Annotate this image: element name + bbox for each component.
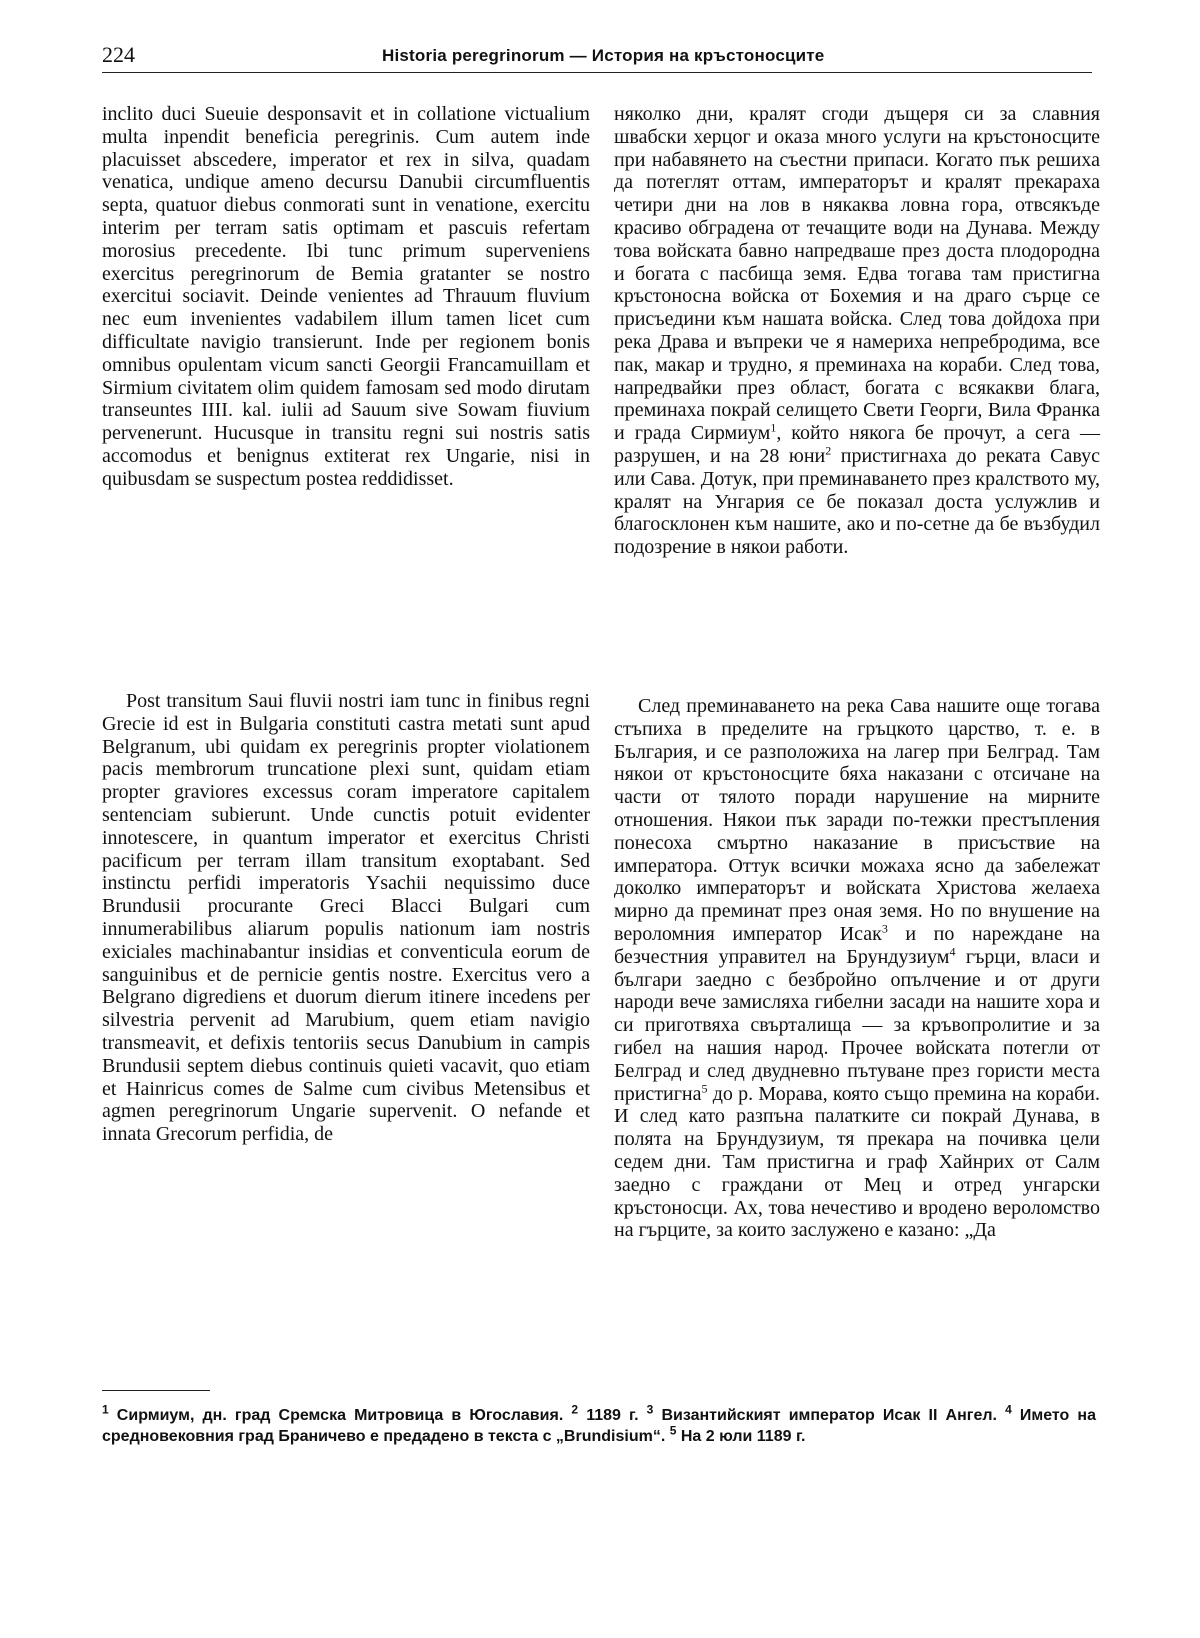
running-title: Historia peregrinorum — История на кръстоносците — [382, 46, 825, 65]
footnote-1: Сирмиум, дн. град Сремска Митровица в Югославия. — [108, 1407, 572, 1424]
header-rule — [102, 72, 1092, 73]
footnote-3: Византийският император Исак II Ангел. — [653, 1407, 1006, 1424]
bulgarian-column-paragraph-2 — [614, 695, 1100, 1242]
bg-p1-text-c: пристигнаха до реката Савус или Сава. Дотук, при преминаването през кралството му, кралят на Унгария се бе показал доста услужлив и благосклонен към нашите, ако и по-сетне да бе възбудил подозрение в някои работи. — [614, 444, 1100, 559]
bulgarian-paragraph-2 — [614, 695, 1100, 1242]
latin-paragraph-2: Post transitum Saui fluvii nostri iam tunc in finibus regni Grecie id est in Bulgaria constituti castra metati sunt apud Belgranum, ubi quidam ex peregrinis propter violationem pacis membrorum truncatione plexi sunt, quidam etiam propter graviores excessus coram imperatore capitalem sentenciam subierunt. Unde cunctis potuit evidenter innotescere, in quantum imperator et exercitus Christi pacificum per terram illam transitum exoptabant. Sed instinctu perfidi imperatoris Ysachii nequissimo duce Brundusii procurante Greci Blacci Bulgari cum innumerabilibus aliarum populis nationum iam nostris exiciales machinabantur insidias et conventicula eorum de sanguinibus et de pernicie gentis nostre. Exercitus vero a Belgrano digrediens et duorum dierum itinere incedens per silvestria pervenit ad Marubium, quem etiam navigio transmeavit, et defixis tentoriis secus Danubium in campis Brundusii septem diebus continuis quieti vacavit, quo etiam et Hainricus comes de Salme cum civibus Metensibus et agmen peregrinorum Ungarie supervenit. O nefande et innata Grecorum perfidia, de — [102, 690, 590, 1146]
bg-p2-text-c: гърци, власи и българи заедно с безбройно опълчение и от други народи вече замисляха гибелни засади на нашите хора и си приготвяха свърталища — за кръвопролитие и за гибел на нашия народ. Прочее войската потегли от Белград и след двудневно пътуване през гористи места пристигна — [614, 945, 1100, 1105]
latin-column-paragraph-1 — [102, 103, 590, 491]
page-number: 224 — [102, 42, 135, 67]
bulgarian-paragraph-1 — [614, 103, 1100, 559]
footnote-ref-2: 2 — [825, 443, 832, 458]
footnote-4: Името на средновековния град Браничево е предадено в текста с „Brundisium“. — [102, 1407, 1096, 1445]
bg-p2-text-b: и по нареждане на безчестния управител на Брундузиум — [614, 922, 1100, 968]
bulgarian-column-paragraph-1 — [614, 103, 1100, 559]
footnote-number-5: 5 — [669, 1423, 677, 1438]
bg-p2-text-d: до р. Морава, която също премина на кораби. И след като разпъна палатките си покрай Дунава, в полята на Брундузиум, тя прекара на почивка цели седем дни. Там пристигна и граф Хайнрих от Салм заедно с граждани от Мец и отред унгарски кръстоносци. Ах, това нечестиво и вродено вероломство на гърците, за които заслужено е казано: „Да — [614, 1082, 1100, 1242]
footnote-number-2: 2 — [571, 1402, 579, 1417]
footnote-ref-5: 5 — [701, 1080, 708, 1095]
footnote-number-4: 4 — [1005, 1402, 1012, 1417]
footnote-number-3: 3 — [646, 1402, 654, 1417]
footnote-rule — [102, 1390, 210, 1391]
footnote-number-1: 1 — [102, 1402, 109, 1417]
bg-p1-text-b: , който някога бе прочут, а сега — разрушен, и на 28 юни — [614, 422, 1101, 467]
footnote-5: На 2 юли 1189 г. — [676, 1428, 806, 1445]
footnotes — [102, 1402, 1096, 1447]
bg-p1-text-a: няколко дни, кралят сгоди дъщеря си за славния швабски херцог и оказа много услуги на кръстоносците при набавянето на съестни припаси. Когато пък решиха да потеглят оттам, императорът и кралят прекараха четири дни на лов в някаква ловна гора, отвсякъде красиво обградена от течащите води на Дунава. Между това войската бавно напредваше през доста плодородна и богата с пасбища земя. Едва тогава там пристигна кръстоносна войска от Бохемия и на драго сърце се присъедини към нашата войска. След това дойдоха при река Драва и въпреки че я намериха непребродима, все пак, макар и трудно, я преминаха на кораби. След това, напредвайки през област, богата с всякакви блага, преминаха покрай селището Свети Георги, Вила Франка и града Сирмиум — [614, 103, 1100, 445]
footnote-2: 1189 г. — [578, 1407, 647, 1424]
latin-column-paragraph-2 — [102, 690, 590, 1146]
latin-paragraph-1: inclito duci Sueuie desponsavit et in collatione victualium multa inpendit beneficia peregrinis. Cum autem inde placuisset abscedere, imperator et rex in silva, quadam venatica, undique ameno decursu Danubii circumfluentis septa, quatuor diebus conmorati sunt in venatione, exercitu interim per terram satis optimam et pascuis refertam morosius precedente. Ibi tunc primum superveniens exercitus peregrinorum de Bemia gratanter se nostro exercitui sociavit. Deinde venientes ad Thrauum fluvium nec eum invenientes vadabilem illum tamen licet cum difficultate navigio transierunt. Inde per regionem bonis omnibus opulentam vicum sancti Georgii Francamuillam et Sirmium civitatem olim quidem famosam sed modo dirutam transeuntes IIII. kal. iulii ad Sauum sive Sowam fiuvium pervenerunt. Hucusque in transitu regni sui nostris satis accomodus et benignus extiterat rex Ungarie, nisi in quibusdam se suspectum postea reddidisset. — [102, 103, 590, 490]
footnote-ref-1: 1 — [770, 420, 777, 435]
footnotes-text — [102, 1402, 1096, 1447]
footnote-ref-3: 3 — [881, 921, 888, 936]
footnote-ref-4: 4 — [949, 944, 956, 959]
bg-p2-text-a: След преминаването на река Сава нашите още тогава стъпиха в пределите на гръцкото царство, т. е. в България, и се разположиха на лагер при Белград. Там някои от кръстоносците бяха наказани с отсичане на части от тялото поради нарушение на мирните отношения. Някои пък заради по-тежки престъпления понесоха смъртно наказание в присъствие на императора. Оттук всички можаха ясно да забележат доколко императорът и войската Христова желаеха мирно да преминат през оная земя. Но по внушение на вероломния император Исак — [614, 695, 1100, 945]
